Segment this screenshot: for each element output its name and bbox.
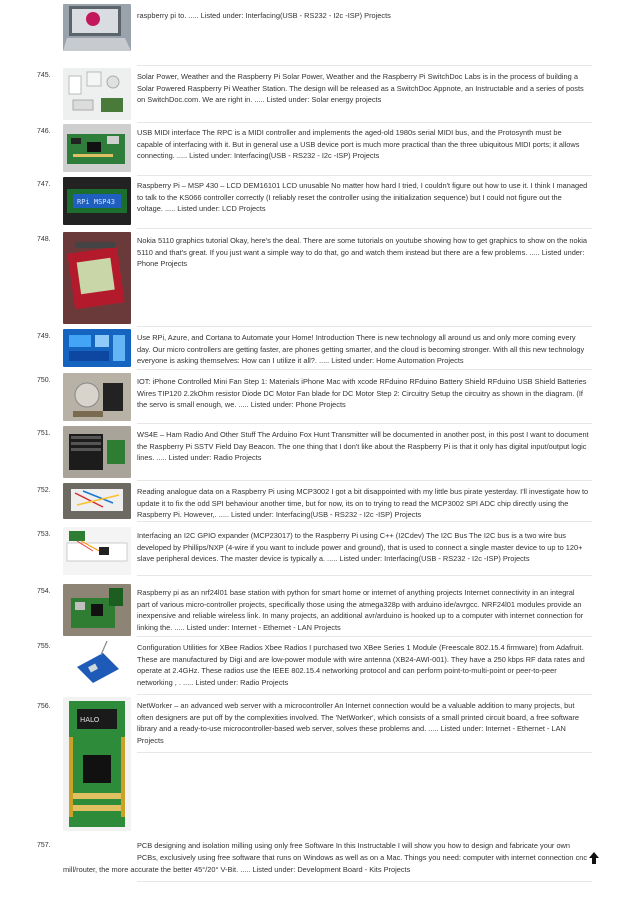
separator — [137, 881, 592, 882]
entry-text: NetWorker – an advanced web server with a microcontroller An Internet connection would be a valuable addition to many projects, but often designers are put off by the complexities involved. The 'NetWorker', which consists of a small printed circuit board, a free software library and a ready-to-use microcontroller-based web server, solves these problems and. ..... Listed under: Internet - Ethernet - LAN Projects — [137, 701, 579, 745]
separator — [137, 636, 592, 637]
thumbnail-image[interactable] — [63, 177, 131, 225]
separator — [137, 521, 592, 522]
thumbnail-image[interactable] — [63, 4, 131, 51]
entry-number: 755. — [37, 643, 51, 650]
entry-number: 752. — [37, 487, 51, 494]
thumbnail-image[interactable] — [63, 584, 131, 636]
separator — [137, 480, 592, 481]
separator — [137, 122, 592, 123]
entry-number: 746. — [37, 128, 51, 135]
entry-text: WS4E – Ham Radio And Other Stuff The Arduino Fox Hunt Transmitter will be documented in another post, in this post I want to document the Raspberry Pi SSTV Field Day Beacon. The one thing that I don't like about the Raspberry Pi is that it only has digital input/output logic lines. ..... Listed under: Radio Projects — [137, 430, 589, 463]
separator — [137, 326, 592, 327]
separator — [137, 423, 592, 424]
entry-number: 750. — [37, 377, 51, 384]
entry-text: USB MIDI interface The RPC is a MIDI controller and implements the aged-old 1980s serial MIDI bus, and the Protosynth must be capable of interfacing with it. But in general use a USB device port is much more practical than the three ubiquitous MIDI ports; it allows connecting. ..... Listed under: Interfacing(USB - RS232 - I2c -ISP) Projects — [137, 128, 580, 161]
entry-text: Configuration Utilities for XBee Radios Xbee Radios I purchased two XBee Series 1 Module (Freescale 802.15.4 firmware) from Adafruit. These are manufactured by Digi and are low-power module with wire antenna (XB24-AWI-001). They have a 250 kbps RF data rates and operate at 2.4GHz. These radios use the IEEE 802.15.4 networking protocol and can perform point-to-multi-point or peer-to-peer networking , . ..... Listed under: Radio Projects — [137, 643, 585, 687]
entry-text: raspberry pi to. ..... Listed under: Interfacing(USB - RS232 - I2c -ISP) Projects — [137, 11, 391, 20]
thumbnail-image[interactable] — [63, 483, 131, 519]
separator — [137, 228, 592, 229]
entry-number: 753. — [37, 531, 51, 538]
entry-text-continued: mill/router, the more accurate the better 45°/20° V-Bit. ..... Listed under: Development Board - Kits Projects — [63, 865, 411, 874]
entry-number: 756. — [37, 703, 51, 710]
entry-text: PCB designing and isolation milling using only free Software In this Instructable I will show you how to design and fabricate your own PCBs, exclusively using free software that runs on Windows as well as on a Mac. Things you need: computer with internet connection cnc — [137, 841, 588, 862]
entry-text: IOT: iPhone Controlled Mini Fan Step 1: Materials iPhone Mac with xcode RFduino RFduino Battery Shield RFduino USB Shield Batteries Wires TIP120 2.2kOhm resistor Diode DC Motor Fan blade for DC Motor Step 2: Circuitry Setup the circuitry as shown in the diagram. (If the servo is small enough, we. ..... Listed under: Phone Projects — [137, 377, 587, 410]
entry-number: 757. — [37, 842, 51, 849]
entry-number: 747. — [37, 181, 51, 188]
thumbnail-image[interactable] — [63, 124, 131, 172]
svg-text:RPi MSP43: RPi MSP43 — [77, 198, 115, 206]
separator — [137, 752, 592, 753]
thumbnail-image[interactable] — [63, 639, 131, 689]
thumbnail-image[interactable] — [63, 697, 131, 831]
entry-text: Raspberry pi as an nrf24l01 base station with python for smart home or internet of anything projects Internet connectivity in an integral part of various micro-controller projects, specifically those using the atmega328p with arduino ide/avrgcc. NRF24l01 modules provide an inexpensive and reliable wireless link. In many projects, an additional avr/arduino is hooked up to a computer with internet connection for linking the. ..... Listed under: Internet - Ethernet - LAN Projects — [137, 588, 584, 632]
separator — [137, 694, 592, 695]
thumbnail-image[interactable] — [63, 68, 131, 120]
entry-text: Reading analogue data on a Raspberry Pi using MCP3002 I got a bit disappointed with my little bus pirate yesterday. I'll investigate how to update it to fix the odd SPI behaviour another time, but for now, its on to trying to read the MCP3002 SPI ADC chip directly using the Raspberry Pi. However,. ..... Listed under: Interfacing(USB - RS232 - I2c -ISP) Projects — [137, 487, 589, 520]
thumbnail-image[interactable] — [63, 527, 131, 575]
entry-number: 754. — [37, 588, 51, 595]
up-arrow-icon[interactable] — [589, 851, 599, 863]
entry-text: Solar Power, Weather and the Raspberry Pi Solar Power, Weather and the Raspberry Pi SwitchDoc Labs is in the process of building a Solar Powered Raspberry Pi Weather Station. The design will be released as a SwitchDoc Appnote, an Instructable and a series of posts on SwitchDoc.com. We are right in. ..... Listed under: Solar energy projects — [137, 72, 584, 105]
entry-number: 745. — [37, 72, 51, 79]
thumbnail-image[interactable] — [63, 426, 131, 478]
entry-text: Nokia 5110 graphics tutorial Okay, here's the deal. There are some tutorials on youtube showing how to get graphics to show on the nokia 5110 and that's great. If you just want a simple way to do that, go and watch them instead but there are a few problems. ..... Listed under: Phone Projects — [137, 236, 588, 269]
svg-text:HALO: HALO — [80, 716, 100, 724]
separator — [137, 175, 592, 176]
entry-number: 748. — [37, 236, 51, 243]
separator — [137, 369, 592, 370]
entry-text: Use RPi, Azure, and Cortana to Automate your Home! Introduction There is new technology all around us and only more coming every day. Our micro controllers are getting faster, are phones getting smarter, and the cloud is becoming stronger. With all this new technology everyone is asking themselves: How can I utilize it all?. ..... Listed under: Home Automation Projects — [137, 333, 585, 366]
entry-text: Interfacing an I2C GPIO expander (MCP23017) to the Raspberry Pi using C++ (I2Cdev) The I2C Bus The I2C bus is a two wire bus developed by Phillips/NXP (4-wire if you want to include power and ground), that is used to connect a single master device to up to 120+ slave peripheral devices. The master device is typically a. ..... Listed under: Interfacing(USB - RS232 - I2c -ISP) Projects — [137, 531, 583, 564]
thumbnail-image[interactable] — [63, 232, 131, 324]
thumbnail-image[interactable] — [63, 329, 131, 367]
entry-number: 751. — [37, 430, 51, 437]
entry-number: 749. — [37, 333, 51, 340]
thumbnail-image[interactable] — [63, 373, 131, 421]
separator — [137, 65, 592, 66]
entry-text: Raspberry Pi – MSP 430 – LCD DEM16101 LCD unusable No matter how hard I tried, I couldn't figure out how to use it. I think I managed to talk to the KS066 controller correctly (I reliably reset the controller using the initialization sequence) but I could not figure out the voltage. ..... Listed under: LCD Projects — [137, 181, 588, 214]
separator — [137, 575, 592, 576]
